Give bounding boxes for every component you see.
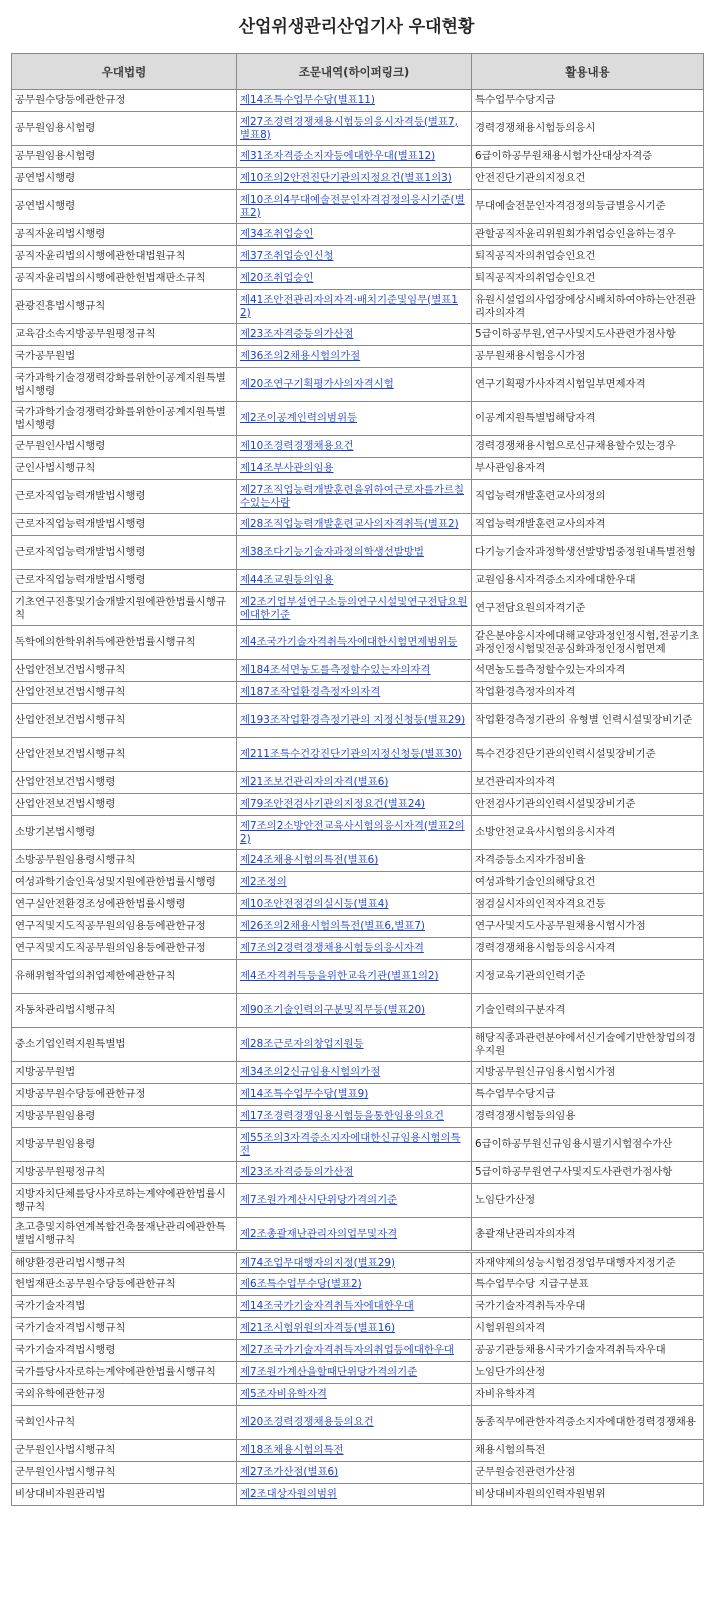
usage-cell: 기술인력의구분자격	[472, 994, 704, 1028]
law-name-cell: 국가를당사자로하는계약에관한법률시행규칙	[12, 1362, 237, 1384]
table-row	[12, 570, 704, 592]
usage-cell: 노임단가산정	[472, 1184, 704, 1218]
usage-cell: 공무원채용시험응시가점	[472, 346, 704, 368]
article-link[interactable]: 제90조기술인력의구분및직무등(별표20)	[240, 1004, 426, 1016]
law-name-cell: 국가기술자격법시행령	[12, 1340, 237, 1362]
law-name-cell: 자동차관리법시행규칙	[12, 994, 237, 1028]
law-name-cell: 소방공무원임용령시행규칙	[12, 850, 237, 872]
article-cell	[237, 626, 472, 660]
law-name-cell: 공무원임용시험령	[12, 146, 237, 168]
usage-cell: 안전진단기관의지정요건	[472, 168, 704, 190]
law-name-cell: 국가기술자격법	[12, 1296, 237, 1318]
table-row	[12, 850, 704, 872]
table-row	[12, 112, 704, 146]
article-link[interactable]: 제10조의2안전진단기관의지정요건(별표1의3)	[240, 172, 452, 184]
article-link[interactable]: 제4조국가기술자격취득자에대한시험면제범위등	[240, 636, 458, 648]
table-row	[12, 738, 704, 772]
article-cell	[237, 536, 472, 570]
article-link[interactable]: 제211조특수건강진단기관의지정신청등(별표30)	[240, 748, 462, 760]
article-cell	[237, 1184, 472, 1218]
law-name-cell: 지방공무원법	[12, 1062, 237, 1084]
article-cell	[237, 772, 472, 794]
table-row	[12, 1252, 704, 1274]
article-cell	[237, 368, 472, 402]
table-row	[12, 90, 704, 112]
usage-cell: 지방공무원신규임용시험시가점	[472, 1062, 704, 1084]
table-row	[12, 268, 704, 290]
usage-cell: 자재약제의성능시험검정업무대행자지정기준	[472, 1252, 704, 1274]
article-cell	[237, 704, 472, 738]
table-row	[12, 1362, 704, 1384]
usage-cell: 연구전담요원의자격기준	[472, 592, 704, 626]
article-link[interactable]: 제37조취업승인신청	[240, 250, 334, 262]
law-name-cell: 근로자직업능력개발법시행령	[12, 570, 237, 592]
article-link[interactable]: 제17조경력경쟁임용시험등을통한임용의요건	[240, 1110, 444, 1122]
law-name-cell: 산업안전보건법시행령	[12, 794, 237, 816]
article-link[interactable]: 제21조시험위원의자격등(별표16)	[240, 1322, 395, 1334]
usage-cell: 퇴직공직자의취업승인요건	[472, 246, 704, 268]
law-name-cell: 군무원인사법시행령	[12, 436, 237, 458]
law-name-cell: 지방공무원임용령	[12, 1106, 237, 1128]
usage-cell: 유원시설업의사업장에상시배치하여야하는안전관리자의자격	[472, 290, 704, 324]
table-row	[12, 1384, 704, 1406]
article-link[interactable]: 제2조기업부설연구소등의연구시설및연구전담요원에대한기준	[240, 595, 468, 621]
article-cell	[237, 324, 472, 346]
table-row	[12, 224, 704, 246]
article-link[interactable]: 제27조가산점(별표6)	[240, 1466, 339, 1478]
law-name-cell: 국외유학에관한규정	[12, 1384, 237, 1406]
table-row	[12, 1318, 704, 1340]
article-link[interactable]: 제6조특수업무수당(별표2)	[240, 1278, 362, 1290]
law-name-cell: 지방공무원임용령	[12, 1128, 237, 1162]
usage-cell: 공공기관등채용시국가기술자격취득자우대	[472, 1340, 704, 1362]
usage-cell: 특수업무수당지급	[472, 1084, 704, 1106]
table-row	[12, 626, 704, 660]
article-link[interactable]: 제4조자격취득등을위한교육기관(별표1의2)	[240, 970, 439, 982]
article-cell	[237, 872, 472, 894]
law-name-cell: 산업안전보건법시행규칙	[12, 682, 237, 704]
law-name-cell: 연구직및지도직공무원의임용등에관한규정	[12, 938, 237, 960]
article-link[interactable]: 제20조취업승인	[240, 272, 314, 284]
article-link[interactable]: 제55조의3자격증소지자에대한신규임용시험의특전	[240, 1131, 461, 1157]
article-cell	[237, 346, 472, 368]
usage-cell: 경력경쟁시험등의임용	[472, 1106, 704, 1128]
article-link[interactable]: 제27조경력경쟁채용시험등의응시자격등(별표7, 별표8)	[240, 115, 458, 141]
table-row	[12, 168, 704, 190]
law-name-cell: 근로자직업능력개발법시행령	[12, 536, 237, 570]
usage-cell: 특수업무수당지급	[472, 90, 704, 112]
article-cell	[237, 570, 472, 592]
law-name-cell: 군무원인사법시행규칙	[12, 1462, 237, 1484]
usage-cell: 해당직종과관련분야에서신기술에기반한창업의경우지원	[472, 1028, 704, 1062]
law-name-cell: 여성과학기술인육성및지원에관한법률시행령	[12, 872, 237, 894]
article-link[interactable]: 제74조업무대행자의지정(별표29)	[240, 1256, 395, 1269]
article-cell	[237, 1162, 472, 1184]
article-link[interactable]: 제20조경력경쟁채용등의요건	[240, 1416, 374, 1428]
table-row	[12, 1218, 704, 1252]
law-name-cell: 산업안전보건법시행규칙	[12, 660, 237, 682]
table-row	[12, 514, 704, 536]
article-link[interactable]: 제193조작업환경측정기관의 지정신청등(별표29)	[240, 714, 466, 726]
article-link[interactable]: 제20조연구기획평가사의자격시험	[240, 378, 394, 390]
article-cell	[237, 1484, 472, 1506]
law-name-cell: 비상대비자원관리법	[12, 1484, 237, 1506]
article-link[interactable]: 제18조채용시험의특전	[240, 1444, 344, 1456]
table-row	[12, 246, 704, 268]
usage-cell: 비상대비자원의인력자원범위	[472, 1484, 704, 1506]
usage-cell: 5급이하공무원,연구사및지도사관련가점사항	[472, 324, 704, 346]
law-name-cell: 교육감소속지방공무원평정규칙	[12, 324, 237, 346]
article-cell	[237, 480, 472, 514]
article-link[interactable]: 제7조의2소방안전교육사시험의응시자격(별표2의2)	[240, 819, 465, 845]
article-cell	[237, 112, 472, 146]
usage-cell: 경력경쟁채용시험등의응시자격	[472, 938, 704, 960]
table-row	[12, 1084, 704, 1106]
article-link[interactable]: 제24조채용시험의특전(별표6)	[240, 854, 379, 866]
law-name-cell: 초고층및지하연계복합건축물재난관리에관한특별법시행규칙	[12, 1218, 237, 1252]
law-name-cell: 중소기업인력지원특별법	[12, 1028, 237, 1062]
law-name-cell: 군인사법시행규칙	[12, 458, 237, 480]
table-row	[12, 938, 704, 960]
article-cell	[237, 738, 472, 772]
article-cell	[237, 402, 472, 436]
article-link[interactable]: 제14조국가기술자격취득자에대한우대	[240, 1300, 414, 1312]
usage-cell: 6급이하공무원채용시험가산대상자격증	[472, 146, 704, 168]
law-name-cell: 산업안전보건법시행규칙	[12, 704, 237, 738]
article-link[interactable]: 제79조안전검사기관의지정요건(별표24)	[240, 798, 426, 810]
table-row	[12, 436, 704, 458]
law-name-cell: 산업안전보건법시행령	[12, 772, 237, 794]
article-link[interactable]: 제21조보건관리자의자격(별표6)	[240, 776, 389, 788]
usage-cell: 군무원승진관련가산점	[472, 1462, 704, 1484]
table-header-row	[12, 54, 704, 90]
article-link[interactable]: 제7조원가계산시단위당가격의기준	[240, 1194, 398, 1206]
article-cell	[237, 1296, 472, 1318]
article-link[interactable]: 제14조특수업무수당(별표9)	[240, 1088, 369, 1100]
article-cell	[237, 1406, 472, 1440]
table-row	[12, 772, 704, 794]
table-row	[12, 1274, 704, 1296]
usage-cell: 6급이하공무원신규임용시필기시험점수가산	[472, 1128, 704, 1162]
table-row	[12, 458, 704, 480]
usage-cell: 직업능력개발훈련교사의자격	[472, 514, 704, 536]
table-row	[12, 994, 704, 1028]
usage-cell: 관할공직자윤리위원회가취업승인을하는경우	[472, 224, 704, 246]
law-name-cell: 공직자윤리법시행령	[12, 224, 237, 246]
table-row	[12, 480, 704, 514]
law-name-cell: 지방자치단체를당사자로하는계약에관한법률시행규칙	[12, 1184, 237, 1218]
usage-cell: 무대예술전문인자격검정의등급별응시기준	[472, 190, 704, 224]
law-name-cell: 근로자직업능력개발법시행령	[12, 480, 237, 514]
law-name-cell: 국가과학기술경쟁력강화를위한이공계지원특별법시행령	[12, 402, 237, 436]
law-name-cell: 연구실안전환경조성에관한법률시행령	[12, 894, 237, 916]
usage-cell: 자격증등소지자가점비율	[472, 850, 704, 872]
table-row	[12, 324, 704, 346]
article-link[interactable]: 제41조안전관리자의자격·배치기준및임무(별표12)	[240, 293, 458, 319]
article-link[interactable]: 제10조경력경쟁채용요건	[240, 440, 354, 452]
table-row	[12, 1440, 704, 1462]
table-row	[12, 816, 704, 850]
usage-cell: 점검실시자의인적자격요건등	[472, 894, 704, 916]
article-link[interactable]: 제26조의2채용시험의특전(별표6,별표7)	[240, 920, 425, 932]
table-row	[12, 916, 704, 938]
article-link[interactable]: 제14조부사관의임용	[240, 462, 334, 474]
law-name-cell: 공무원임용시험령	[12, 112, 237, 146]
article-cell	[237, 916, 472, 938]
law-name-cell: 지방공무원평정규칙	[12, 1162, 237, 1184]
table-row	[12, 872, 704, 894]
column-header-article: 조문내역(하이퍼링크)	[237, 54, 472, 90]
page-title: 산업위생관리산업기사 우대현황	[238, 17, 475, 37]
article-link[interactable]: 제27조직업능력개발훈련을위하여근로자를가르칠수있는사람	[240, 483, 465, 509]
usage-cell: 시험위원의자격	[472, 1318, 704, 1340]
article-link[interactable]: 제5조자비유학자격	[240, 1388, 327, 1400]
usage-cell: 자비유학자격	[472, 1384, 704, 1406]
table-row	[12, 704, 704, 738]
law-name-cell: 국가공무원법	[12, 346, 237, 368]
article-cell	[237, 168, 472, 190]
law-name-cell: 공무원수당등에관한규정	[12, 90, 237, 112]
article-cell	[237, 850, 472, 872]
usage-cell: 교원임용시자격증소지자에대한우대	[472, 570, 704, 592]
law-name-cell: 해양환경관리법시행규칙	[12, 1252, 237, 1274]
law-name-cell: 유해위험작업의취업제한에관한규칙	[12, 960, 237, 994]
usage-cell: 경력경쟁채용시험으로신규채용할수있는경우	[472, 436, 704, 458]
table-row	[12, 1406, 704, 1440]
law-name-cell: 군무원인사법시행규칙	[12, 1440, 237, 1462]
table-row	[12, 1184, 704, 1218]
article-cell	[237, 246, 472, 268]
article-link[interactable]: 제44조교원등의임용	[240, 574, 334, 586]
article-cell	[237, 592, 472, 626]
law-name-cell: 소방기본법시행령	[12, 816, 237, 850]
usage-cell: 작업환경측정기관의 유형별 인력시설및장비기준	[472, 704, 704, 738]
law-name-cell: 기초연구진흥및기술개발지원에관한법률시행규칙	[12, 592, 237, 626]
usage-cell: 총괄재난관리자의자격	[472, 1218, 704, 1252]
usage-cell: 노임단가의산정	[472, 1362, 704, 1384]
usage-cell: 특수건강진단기관의인력시설및장비기준	[472, 738, 704, 772]
law-name-cell: 연구직및지도직공무원의임용등에관한규정	[12, 916, 237, 938]
article-cell	[237, 1340, 472, 1362]
article-cell	[237, 994, 472, 1028]
usage-cell: 석면농도를측정할수있는자의자격	[472, 660, 704, 682]
article-cell	[237, 458, 472, 480]
article-cell	[237, 1106, 472, 1128]
table-row	[12, 190, 704, 224]
law-name-cell: 독학에의한학위취득에관한법률시행규칙	[12, 626, 237, 660]
article-cell	[237, 960, 472, 994]
usage-cell: 부사관임용자격	[472, 458, 704, 480]
article-cell	[237, 816, 472, 850]
article-cell	[237, 1362, 472, 1384]
law-name-cell: 근로자직업능력개발법시행령	[12, 514, 237, 536]
article-link[interactable]: 제28조직업능력개발훈련교사의자격취득(별표2)	[240, 518, 459, 530]
table-row	[12, 1340, 704, 1362]
usage-cell: 안전검사기관의인력시설및장비기준	[472, 794, 704, 816]
preference-table	[11, 53, 704, 1506]
usage-cell: 여성과학기술인의해당요건	[472, 872, 704, 894]
table-row	[12, 1462, 704, 1484]
article-link[interactable]: 제7조의2경력경쟁채용시험등의응시자격	[240, 942, 424, 954]
table-row	[12, 960, 704, 994]
article-cell	[237, 1384, 472, 1406]
article-cell	[237, 1062, 472, 1084]
article-link[interactable]: 제34조취업승인	[240, 228, 314, 240]
table-row	[12, 1484, 704, 1506]
table-row	[12, 1128, 704, 1162]
article-cell	[237, 660, 472, 682]
table-row	[12, 1028, 704, 1062]
law-name-cell: 헌법재판소공무원수당등에관한규칙	[12, 1274, 237, 1296]
law-name-cell: 산업안전보건법시행규칙	[12, 738, 237, 772]
table-row	[12, 660, 704, 682]
table-row	[12, 894, 704, 916]
usage-cell: 다기능기술자과정학생선발방법중정원내특별전형	[472, 536, 704, 570]
article-cell	[237, 90, 472, 112]
article-link[interactable]: 제31조자격증소지자등에대한우대(별표12)	[240, 150, 436, 162]
article-cell	[237, 1274, 472, 1296]
law-name-cell: 국회인사규칙	[12, 1406, 237, 1440]
article-cell	[237, 794, 472, 816]
article-link[interactable]: 제2조정의	[240, 876, 287, 888]
usage-cell: 5급이하공무원연구사및지도사관련가점사항	[472, 1162, 704, 1184]
table-row	[12, 592, 704, 626]
law-name-cell: 지방공무원수당등에관한규정	[12, 1084, 237, 1106]
article-cell	[237, 682, 472, 704]
usage-cell: 이공계지원특별법해당자격	[472, 402, 704, 436]
usage-cell: 채용시험의특전	[472, 1440, 704, 1462]
law-name-cell: 국가기술자격법시행규칙	[12, 1318, 237, 1340]
column-header-usage: 활용내용	[472, 54, 704, 90]
table-row	[12, 536, 704, 570]
table-row	[12, 1296, 704, 1318]
table-row	[12, 368, 704, 402]
article-link[interactable]: 제2조대상자원의범위	[240, 1488, 337, 1500]
article-link[interactable]: 제2조이공계인력의범위등	[240, 412, 358, 424]
article-cell	[237, 1462, 472, 1484]
law-name-cell: 국가과학기술경쟁력강화를위한이공계지원특별법시행령	[12, 368, 237, 402]
article-cell	[237, 1084, 472, 1106]
usage-cell: 지정교육기관의인력기준	[472, 960, 704, 994]
usage-cell: 직업능력개발훈련교사의정의	[472, 480, 704, 514]
usage-cell: 동종직무에관한자격증소지자에대한경력경쟁채용	[472, 1406, 704, 1440]
article-cell	[237, 1218, 472, 1252]
table-row	[12, 1162, 704, 1184]
table-row	[12, 682, 704, 704]
table-row	[12, 794, 704, 816]
article-link[interactable]: 제36조의2채용시험의가점	[240, 350, 361, 362]
article-cell	[237, 436, 472, 458]
law-name-cell: 공연법시행령	[12, 168, 237, 190]
table-row	[12, 402, 704, 436]
article-link[interactable]: 제38조다기능기술자과정의학생선발방법	[240, 546, 424, 558]
article-cell	[237, 1318, 472, 1340]
article-link[interactable]: 제2조총괄재난관리자의업무및자격	[240, 1227, 398, 1240]
article-cell	[237, 894, 472, 916]
table-row	[12, 346, 704, 368]
table-row	[12, 1106, 704, 1128]
usage-cell: 특수업무수당 지급구분표	[472, 1274, 704, 1296]
table-row	[12, 1062, 704, 1084]
law-name-cell: 공직자윤리법의시행에관한헌법재판소규칙	[12, 268, 237, 290]
law-name-cell: 관광진흥법시행규칙	[12, 290, 237, 324]
article-link[interactable]: 제10조안전점검의실시등(별표4)	[240, 898, 389, 910]
usage-cell: 같은분야응시자에대해교양과정인정시험,전공기초과정인정시험및전공심화과정인정시험면제	[472, 626, 704, 660]
usage-cell: 작업환경측정자의자격	[472, 682, 704, 704]
usage-cell: 연구기획평가사자격시험일부면제자격	[472, 368, 704, 402]
article-link[interactable]: 제23조자격증등의가산점	[240, 1166, 354, 1178]
article-link[interactable]: 제23조자격증등의가산점	[240, 328, 354, 340]
article-cell	[237, 938, 472, 960]
table-row	[12, 146, 704, 168]
article-cell	[237, 190, 472, 224]
article-cell	[237, 1440, 472, 1462]
article-cell	[237, 290, 472, 324]
usage-cell: 소방안전교육사시험의응시자격	[472, 816, 704, 850]
article-link[interactable]: 제27조국가기술자격취득자의취업등에대한우대	[240, 1344, 454, 1356]
law-name-cell: 공연법시행령	[12, 190, 237, 224]
article-link[interactable]: 제28조근로자의창업지원등	[240, 1038, 364, 1050]
article-link[interactable]: 제14조특수업무수당(별표11)	[240, 94, 375, 106]
column-header-law: 우대법령	[12, 54, 237, 90]
article-cell	[237, 514, 472, 536]
article-cell	[237, 146, 472, 168]
article-cell	[237, 1028, 472, 1062]
article-link[interactable]: 제34조의2신규임용시험의가점	[240, 1066, 381, 1078]
usage-cell: 연구사및지도사공무원채용시험시가점	[472, 916, 704, 938]
law-name-cell: 공직자윤리법의시행에관한대법원규칙	[12, 246, 237, 268]
article-link[interactable]: 제7조원가계산을할때단위당가격의기준	[240, 1366, 418, 1378]
table-row	[12, 290, 704, 324]
article-link[interactable]: 제10조의4무대예술전문인자격검정의응시기준(별표2)	[240, 193, 465, 219]
usage-cell: 보건관리자의자격	[472, 772, 704, 794]
usage-cell: 국가기술자격취득자우대	[472, 1296, 704, 1318]
article-cell	[237, 268, 472, 290]
article-cell	[237, 224, 472, 246]
article-cell	[237, 1128, 472, 1162]
article-cell	[237, 1252, 472, 1274]
usage-cell: 경력경쟁채용시험등의응시	[472, 112, 704, 146]
article-link[interactable]: 제187조작업환경측정자의자격	[240, 686, 381, 698]
article-link[interactable]: 제184조석면농도를측정할수있는자의자격	[240, 664, 431, 676]
usage-cell: 퇴직공직자의취업승인요건	[472, 268, 704, 290]
